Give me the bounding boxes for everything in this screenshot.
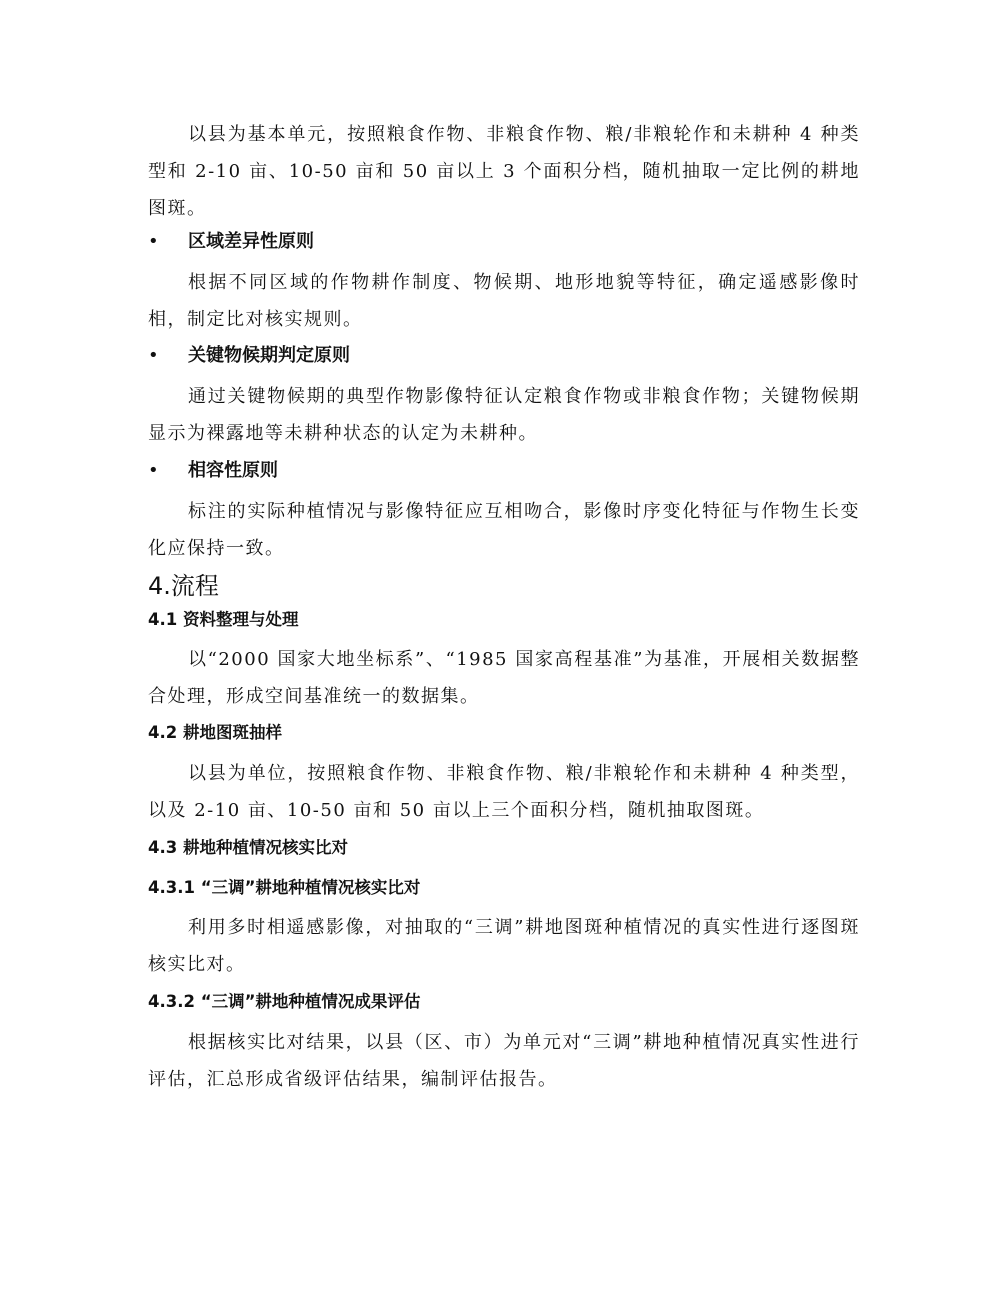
- intro-paragraph: 以县为基本单元，按照粮食作物、非粮食作物、粮/非粮轮作和未耕种 4 种类型和 2-10 亩、10-50 亩和 50 亩以上 3 个面积分档，随机抽取一定比例的耕地图斑。: [148, 124, 860, 219]
- section-heading-process: 4.流程: [148, 572, 219, 600]
- key-phenology-paragraph: 通过关键物候期的典型作物影像特征认定粮食作物或非粮食作物；关键物候期显示为裸露地等未耕种状态的认定为未耕种。: [148, 386, 860, 444]
- heading-4-3-1: 4.3.1 “三调”耕地种植情况核实比对: [148, 878, 421, 897]
- regional-difference-paragraph: 根据不同区域的作物耕作制度、物候期、地形地貌等特征，确定遥感影像时相，制定比对核实规则。: [148, 272, 860, 330]
- bullet-title: 相容性原则: [188, 460, 278, 481]
- compatibility-paragraph: 标注的实际种植情况与影像特征应互相吻合，影像时序变化特征与作物生长变化应保持一致。: [148, 501, 860, 559]
- bullet-key-phenology: [148, 344, 860, 368]
- bullet-compatibility: [148, 459, 860, 483]
- paragraph-4-3-1: 利用多时相遥感影像，对抽取的“三调”耕地图斑种植情况的真实性进行逐图斑核实比对。: [148, 917, 860, 975]
- paragraph-4-3-2: 根据核实比对结果，以县（区、市）为单元对“三调”耕地种植情况真实性进行评估，汇总形成省级评估结果，编制评估报告。: [148, 1032, 860, 1090]
- bullet-marker: •: [148, 231, 159, 252]
- bullet-title: 区域差异性原则: [188, 231, 314, 252]
- paragraph-4-2: 以县为单位，按照粮食作物、非粮食作物、粮/非粮轮作和未耕种 4 种类型，以及 2-10 亩、10-50 亩和 50 亩以上三个面积分档，随机抽取图斑。: [148, 763, 860, 821]
- heading-4-1: 4.1 资料整理与处理: [148, 610, 299, 629]
- bullet-regional-difference: [148, 230, 860, 254]
- heading-4-3-2: 4.3.2 “三调”耕地种植情况成果评估: [148, 992, 421, 1011]
- paragraph-4-1: 以“2000 国家大地坐标系”、“1985 国家高程基准”为基准，开展相关数据整合处理，形成空间基准统一的数据集。: [148, 649, 860, 707]
- bullet-marker: •: [148, 345, 159, 366]
- bullet-marker: •: [148, 460, 159, 481]
- heading-4-3: 4.3 耕地种植情况核实比对: [148, 838, 348, 857]
- bullet-title: 关键物候期判定原则: [188, 345, 350, 366]
- heading-4-2: 4.2 耕地图斑抽样: [148, 723, 282, 742]
